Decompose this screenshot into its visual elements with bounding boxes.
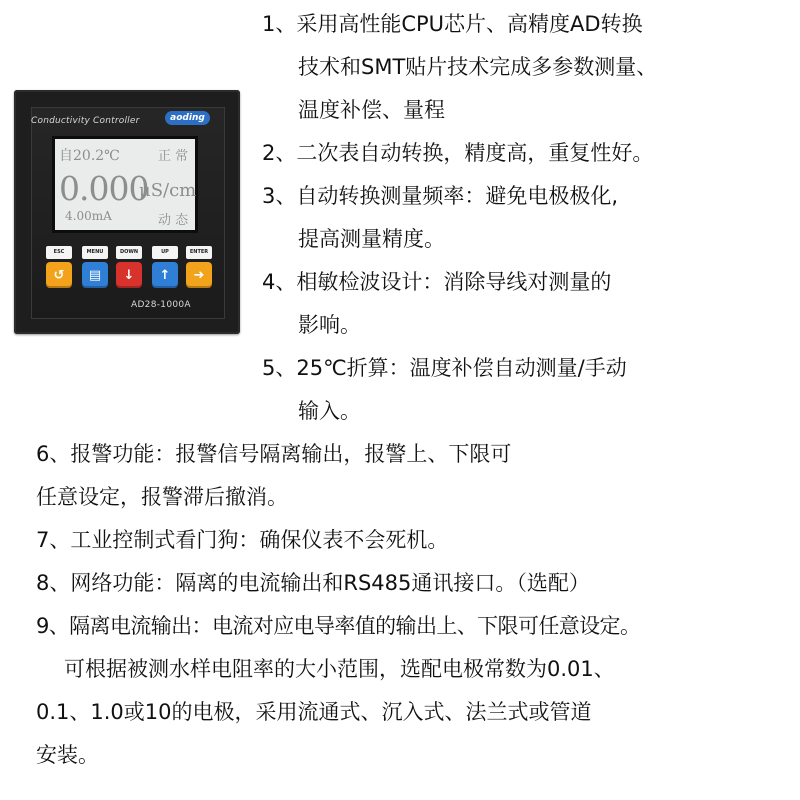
feature-line: 1、采用高性能CPU芯片、高精度AD转换 bbox=[262, 12, 643, 36]
lcd-temperature: 自20.2℃ bbox=[59, 148, 120, 164]
up-button[interactable] bbox=[152, 262, 178, 288]
lcd-mode: 动 态 bbox=[158, 213, 189, 228]
feature-line: 4、相敏检波设计：消除导线对测量的 bbox=[262, 270, 612, 294]
feature-line: 任意设定，报警滞后撤消。 bbox=[36, 485, 288, 509]
enter-arrow-icon: ➜ bbox=[193, 267, 205, 283]
down-label: DOWN bbox=[116, 246, 142, 259]
esc-label: ESC bbox=[46, 246, 72, 259]
arrow-down-icon: ↓ bbox=[123, 267, 135, 283]
lcd-current: 4.00mA bbox=[65, 209, 112, 223]
arrow-up-icon: ↑ bbox=[159, 267, 171, 283]
feature-line: 2、二次表自动转换，精度高，重复性好。 bbox=[262, 141, 654, 165]
brand-logo: aoding bbox=[165, 111, 210, 125]
enter-label: ENTER bbox=[186, 246, 212, 259]
feature-line: 可根据被测水样电阻率的大小范围，选配电极常数为0.01、 bbox=[64, 657, 615, 681]
device-title: Conductivity Controller bbox=[31, 116, 140, 126]
model-number: AD28-1000A bbox=[131, 300, 191, 310]
lcd-value: 0.000 bbox=[59, 169, 149, 208]
down-button[interactable] bbox=[116, 262, 142, 288]
feature-line: 5、25℃折算：温度补偿自动测量/手动 bbox=[262, 356, 627, 380]
menu-button[interactable] bbox=[82, 262, 108, 288]
enter-button[interactable] bbox=[186, 262, 212, 288]
feature-line: 影响。 bbox=[298, 313, 361, 337]
feature-line: 6、报警功能：报警信号隔离输出，报警上、下限可 bbox=[36, 442, 512, 466]
back-arrow-icon: ↺ bbox=[53, 267, 65, 283]
feature-line: 提高测量精度。 bbox=[298, 227, 445, 251]
feature-line: 8、网络功能：隔离的电流输出和RS485通讯接口。（选配） bbox=[36, 571, 590, 595]
feature-line: 9、隔离电流输出：电流对应电导率值的输出上、下限可任意设定。 bbox=[36, 614, 641, 638]
lcd-status: 正 常 bbox=[158, 149, 189, 164]
feature-line: 安装。 bbox=[36, 743, 99, 767]
feature-line: 输入。 bbox=[298, 399, 361, 423]
up-label: UP bbox=[152, 246, 178, 259]
feature-line: 温度补偿、量程 bbox=[298, 98, 445, 122]
menu-label: MENU bbox=[82, 246, 108, 259]
lcd-screen bbox=[52, 136, 198, 233]
feature-line: 7、工业控制式看门狗：确保仪表不会死机。 bbox=[36, 528, 449, 552]
feature-line: 0.1、1.0或10的电极，采用流通式、沉入式、法兰式或管道 bbox=[36, 700, 592, 724]
feature-line: 3、自动转换测量频率：避免电极极化, bbox=[262, 184, 619, 208]
feature-line: 技术和SMT贴片技术完成多参数测量、 bbox=[298, 55, 658, 79]
menu-book-icon: ▤ bbox=[88, 267, 102, 283]
lcd-unit: μS/cm bbox=[139, 180, 197, 201]
esc-button[interactable] bbox=[46, 262, 72, 288]
